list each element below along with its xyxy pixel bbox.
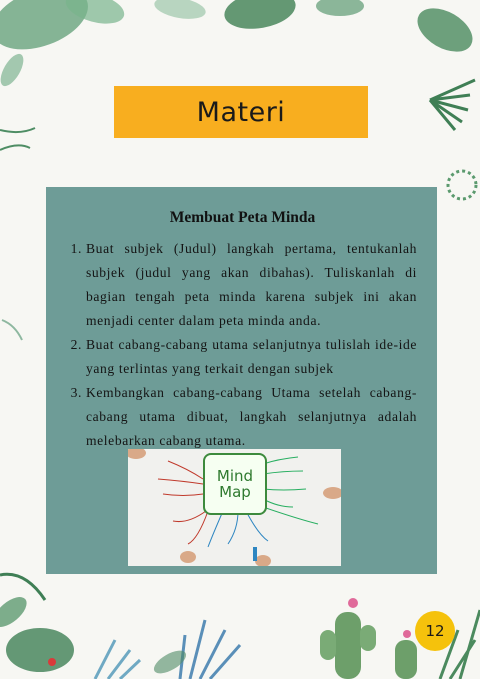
list-item: 2. Buat cabang-cabang utama selanjutnya tulislah ide-ide yang terlintas yang terkait dengan subjek <box>86 333 417 381</box>
page-number-badge <box>415 611 455 651</box>
content-card <box>46 187 437 574</box>
mind-map-center <box>203 453 267 515</box>
title-banner <box>114 86 368 138</box>
mind-map-illustration <box>128 449 341 566</box>
center-line-1: Mind <box>216 467 254 485</box>
page-number: 12 <box>425 622 445 640</box>
page-title: Materi <box>196 96 286 128</box>
card-heading: Membuat Peta Minda <box>169 209 316 226</box>
center-line-2: Map <box>219 483 251 501</box>
steps-list <box>68 237 417 453</box>
list-item: 1. Buat subjek (Judul) langkah pertama, tentukanlah subjek (judul yang akan dibahas). Tuliskanlah di bagian tengah peta minda karena subjek ini akan menjadi center dalam peta minda anda. <box>86 237 417 333</box>
list-item: 3. Kembangkan cabang-cabang Utama setelah cabang-cabang utama dibuat, langkah selanjutnya adalah melebarkan cabang utama. <box>86 381 417 453</box>
